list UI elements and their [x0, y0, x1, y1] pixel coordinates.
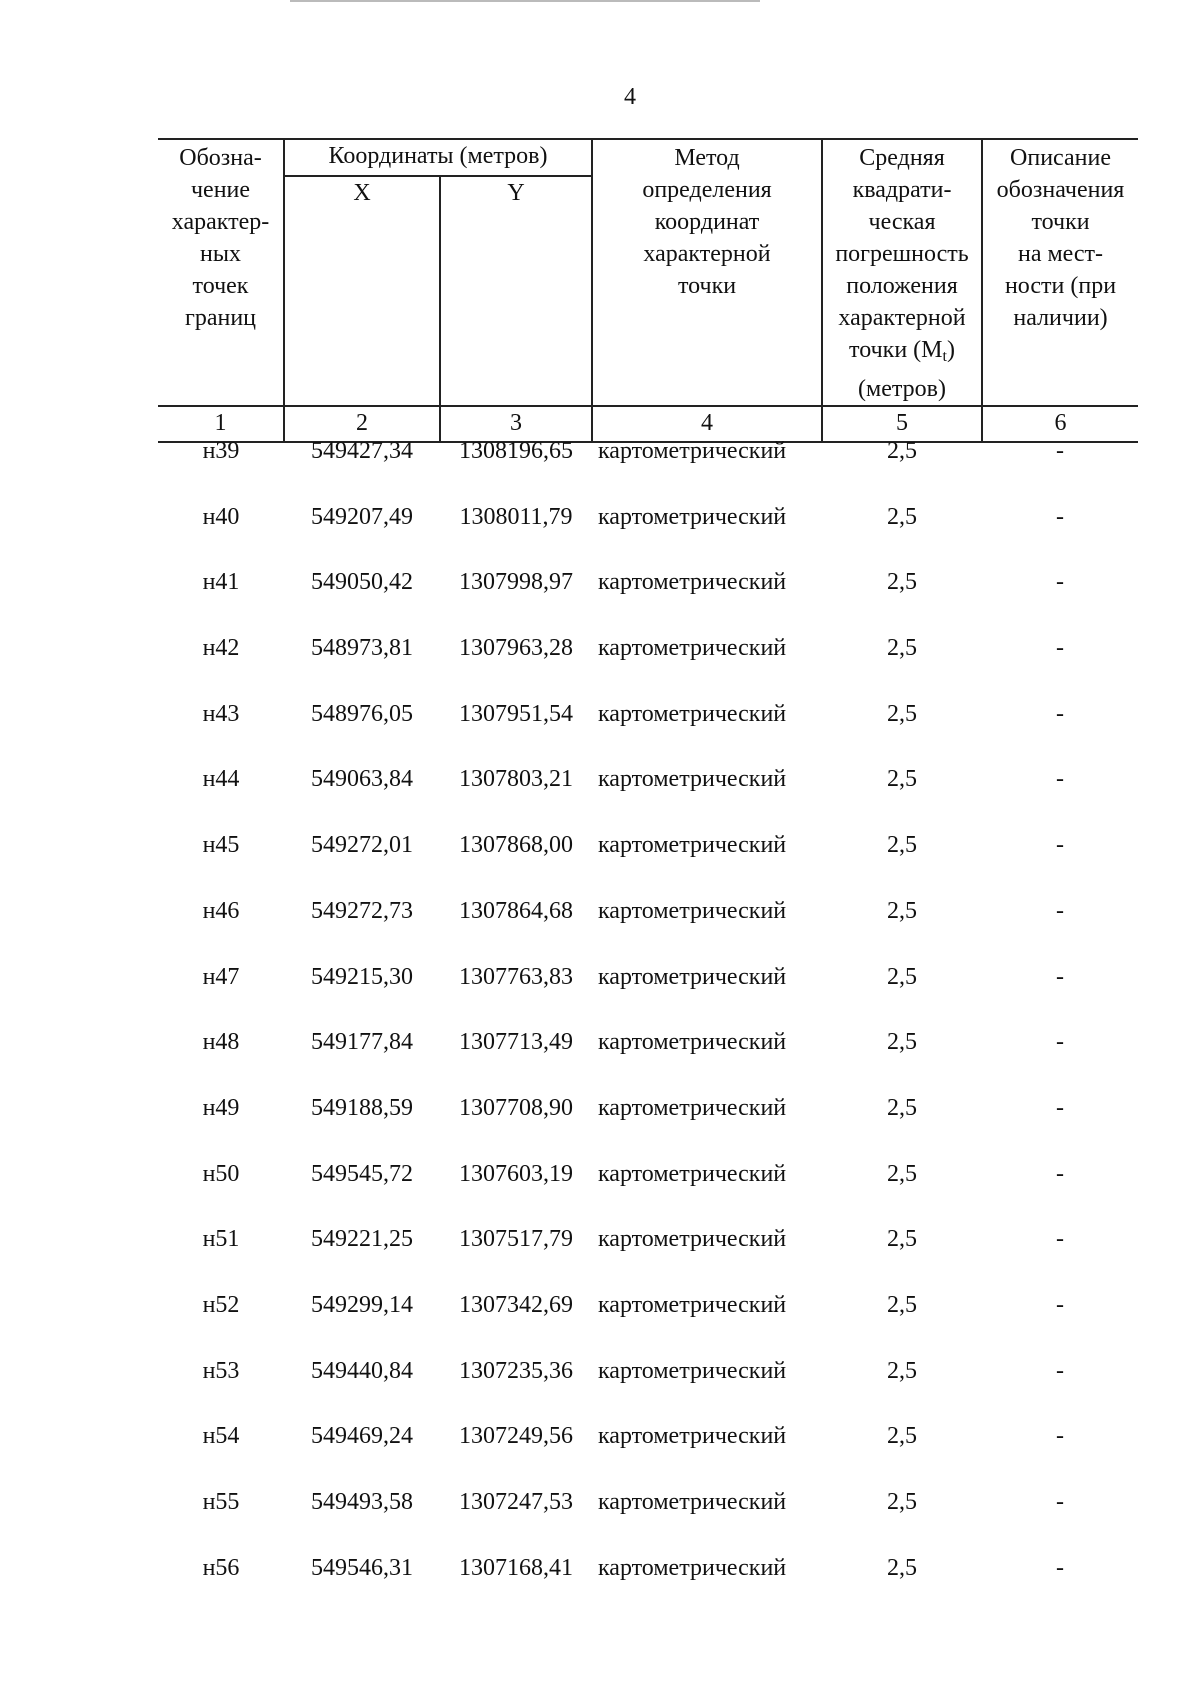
cell-y: 1307708,90	[459, 1094, 573, 1121]
cell-description: -	[1056, 700, 1064, 727]
header-error-units: (метров)	[858, 376, 946, 402]
cell-method: картометрический	[598, 438, 787, 464]
table-row	[158, 1093, 1138, 1159]
cell-description: -	[1056, 1226, 1064, 1253]
cell-y: 1308196,65	[459, 438, 573, 464]
cell-point: н55	[202, 1489, 240, 1515]
cell-x: 549272,01	[311, 832, 413, 859]
cell-description: -	[1056, 569, 1064, 596]
header-method-line: определения	[642, 177, 772, 203]
cell-description: -	[1056, 1029, 1064, 1056]
cell-method: картометрический	[598, 1423, 787, 1450]
header-error-line: квадрати-	[852, 177, 952, 203]
table-row	[158, 502, 1138, 568]
cell-y: 1307713,49	[459, 1029, 573, 1056]
cell-error: 2,5	[887, 897, 917, 924]
header-designation-line: точек	[192, 273, 249, 299]
column-number: 5	[822, 406, 982, 442]
cell-point: н54	[202, 1423, 240, 1450]
cell-method: картометрический	[598, 1554, 787, 1581]
table-row	[158, 1553, 1138, 1619]
table-row	[158, 1356, 1138, 1422]
cell-method: картометрический	[598, 897, 787, 924]
header-error-line: положения	[846, 273, 958, 299]
cell-description: -	[1056, 1357, 1064, 1384]
cell-point: н48	[202, 1029, 240, 1056]
mt-suffix: )	[946, 337, 955, 363]
header-description-line: ности (при	[1004, 273, 1117, 299]
cell-y: 1307864,68	[459, 897, 573, 924]
cell-error: 2,5	[887, 832, 917, 859]
cell-x: 549545,72	[311, 1160, 413, 1187]
cell-point: н45	[202, 832, 240, 859]
column-number: 1	[158, 406, 284, 442]
cell-error: 2,5	[887, 1029, 917, 1056]
cell-point: н46	[202, 897, 240, 924]
cell-x: 549188,59	[311, 1094, 413, 1121]
cell-method: картометрический	[598, 700, 787, 727]
cell-method: картометрический	[598, 503, 787, 530]
header-designation-line: границ	[184, 305, 257, 331]
table-header	[158, 138, 1138, 443]
header-designation-line: Обозна-	[179, 145, 262, 171]
cell-error: 2,5	[887, 700, 917, 727]
cell-error: 2,5	[887, 1226, 917, 1253]
cell-point: н44	[202, 766, 240, 793]
cell-error: 2,5	[887, 1160, 917, 1187]
cell-point: н41	[202, 569, 240, 596]
cell-point: н50	[202, 1160, 240, 1187]
cell-x: 549207,49	[311, 503, 413, 530]
cell-y: 1307998,97	[459, 569, 573, 596]
header-error	[822, 139, 982, 406]
table-row	[158, 1290, 1138, 1356]
table-row	[158, 1224, 1138, 1290]
table-row	[158, 1487, 1138, 1553]
table-row	[158, 1159, 1138, 1225]
points-table	[158, 436, 1138, 1618]
table-row	[158, 436, 1138, 502]
cell-method: картометрический	[598, 1291, 787, 1318]
cell-y: 1307168,41	[459, 1554, 573, 1581]
cell-x: 549299,14	[311, 1291, 413, 1318]
header-description-line: точки	[1031, 209, 1090, 235]
cell-x: 549493,58	[311, 1489, 413, 1515]
header-description-line: Описание	[1010, 145, 1111, 171]
cell-x: 549177,84	[311, 1029, 413, 1056]
cell-point: н40	[202, 503, 240, 530]
header-error-mt	[823, 334, 981, 373]
header-x: X	[284, 176, 440, 406]
cell-description: -	[1056, 1554, 1064, 1581]
header-error-line: Средняя	[859, 145, 945, 171]
cell-x: 549272,73	[311, 897, 413, 924]
cell-description: -	[1056, 897, 1064, 924]
cell-method: картометрический	[598, 1226, 787, 1253]
header-description-line: наличии)	[1013, 305, 1108, 331]
scan-edge-line	[290, 0, 760, 2]
cell-x: 549440,84	[311, 1357, 413, 1384]
cell-y: 1307803,21	[459, 766, 573, 793]
cell-description: -	[1056, 1291, 1064, 1318]
column-number: 6	[982, 406, 1138, 442]
cell-point: н51	[202, 1226, 240, 1253]
cell-description: -	[1056, 766, 1064, 793]
mt-subscript: t	[942, 348, 947, 365]
cell-method: картометрический	[598, 569, 787, 596]
cell-point: н49	[202, 1094, 240, 1121]
cell-error: 2,5	[887, 1357, 917, 1384]
cell-y: 1307235,36	[459, 1357, 573, 1384]
cell-y: 1307517,79	[459, 1226, 573, 1253]
cell-description: -	[1056, 1160, 1064, 1187]
cell-method: картометрический	[598, 1029, 787, 1056]
cell-y: 1307963,28	[459, 635, 573, 662]
cell-error: 2,5	[887, 438, 917, 464]
cell-y: 1307342,69	[459, 1291, 573, 1318]
header-error-line: погрешность	[835, 241, 969, 267]
cell-method: картометрический	[598, 963, 787, 990]
table-row	[158, 830, 1138, 896]
cell-description: -	[1056, 832, 1064, 859]
header-error-line: характерной	[838, 305, 966, 331]
cell-point: н52	[202, 1291, 240, 1318]
table-row	[158, 699, 1138, 765]
cell-method: картометрический	[598, 1489, 787, 1515]
cell-method: картометрический	[598, 766, 787, 793]
table-row	[158, 1027, 1138, 1093]
table-row	[158, 896, 1138, 962]
header-y: Y	[440, 176, 592, 406]
cell-error: 2,5	[887, 569, 917, 596]
header-error-line: ческая	[868, 209, 936, 235]
cell-x: 549427,34	[311, 438, 413, 464]
header-method-line: координат	[654, 209, 760, 235]
points-table-body	[158, 436, 1138, 1618]
header-description-line: на мест-	[1017, 241, 1104, 267]
cell-error: 2,5	[887, 1423, 917, 1450]
table-row	[158, 633, 1138, 699]
cell-x: 548976,05	[311, 700, 413, 727]
table-row	[158, 962, 1138, 1028]
header-method-line: Метод	[674, 145, 740, 171]
cell-error: 2,5	[887, 963, 917, 990]
cell-description: -	[1056, 635, 1064, 662]
cell-point: н53	[202, 1357, 240, 1384]
table-row	[158, 764, 1138, 830]
cell-x: 549469,24	[311, 1423, 413, 1450]
header-designation-line: чение	[190, 177, 251, 203]
header-designation-line: ных	[200, 241, 241, 267]
mt-prefix: точки (M	[849, 337, 943, 363]
cell-x: 549546,31	[311, 1554, 413, 1581]
cell-description: -	[1056, 438, 1064, 464]
column-number: 4	[592, 406, 822, 442]
cell-y: 1308011,79	[459, 503, 573, 530]
table-row	[158, 567, 1138, 633]
page-number: 4	[624, 84, 636, 110]
cell-description: -	[1056, 1094, 1064, 1121]
cell-point: н42	[202, 635, 240, 662]
cell-error: 2,5	[887, 1291, 917, 1318]
header-method	[592, 139, 822, 406]
cell-y: 1307868,00	[459, 832, 573, 859]
cell-error: 2,5	[887, 503, 917, 530]
cell-y: 1307951,54	[459, 700, 573, 727]
cell-method: картометрический	[598, 832, 787, 859]
cell-x: 549215,30	[311, 963, 413, 990]
cell-y: 1307249,56	[459, 1423, 573, 1450]
header-designation-line: характер-	[171, 209, 270, 235]
cell-point: н43	[202, 700, 240, 727]
cell-error: 2,5	[887, 635, 917, 662]
cell-description: -	[1056, 503, 1064, 530]
cell-description: -	[1056, 1423, 1064, 1450]
cell-method: картометрический	[598, 1357, 787, 1384]
header-designation	[158, 139, 284, 406]
cell-y: 1307763,83	[459, 963, 573, 990]
table-row	[158, 1421, 1138, 1487]
cell-x: 549221,25	[311, 1226, 413, 1253]
column-number: 2	[284, 406, 440, 442]
column-number: 3	[440, 406, 592, 442]
cell-point: н56	[202, 1554, 240, 1581]
cell-x: 549063,84	[311, 766, 413, 793]
cell-error: 2,5	[887, 1094, 917, 1121]
header-description	[982, 139, 1138, 406]
cell-x: 549050,42	[311, 569, 413, 596]
header-coordinates-group: Координаты (метров)	[284, 139, 592, 176]
cell-error: 2,5	[887, 1554, 917, 1581]
header-method-line: характерной	[643, 241, 771, 267]
cell-description: -	[1056, 1489, 1064, 1515]
cell-y: 1307603,19	[459, 1160, 573, 1187]
cell-point: н47	[202, 963, 240, 990]
cell-error: 2,5	[887, 766, 917, 793]
cell-y: 1307247,53	[459, 1489, 573, 1515]
header-method-line: точки	[677, 273, 737, 299]
cell-method: картометрический	[598, 635, 787, 662]
cell-point: н39	[202, 438, 240, 464]
cell-method: картометрический	[598, 1094, 787, 1121]
cell-x: 548973,81	[311, 635, 413, 662]
cell-error: 2,5	[887, 1489, 917, 1515]
cell-description: -	[1056, 963, 1064, 990]
cell-method: картометрический	[598, 1160, 787, 1187]
header-description-line: обозначения	[996, 177, 1125, 203]
